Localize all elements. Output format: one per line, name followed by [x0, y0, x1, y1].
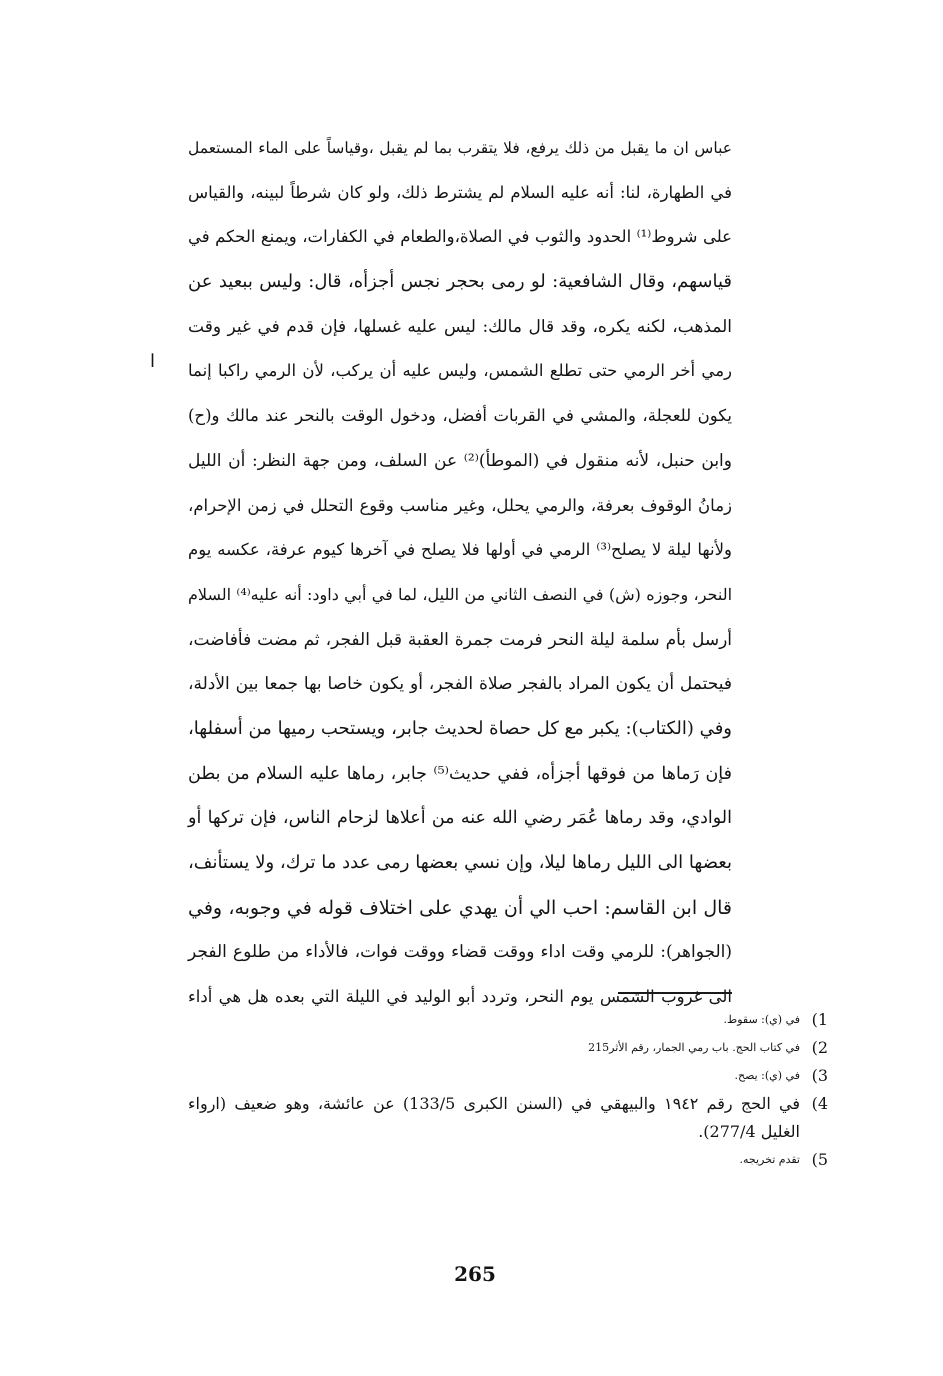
- text-line: عباس ان ما يقبل من ذلك يرفع، فلا يتقرب بما لم يقبل ،وقياساً على الماء المستعمل: [188, 139, 732, 157]
- margin-mark: ا: [150, 351, 156, 372]
- text-line: ولأنها ليلة لا يصلح⁽³⁾ الرمي في أولها فلا يصلح في آخرها كيوم عرفة، عكسه يوم: [188, 540, 732, 560]
- footnotes: [188, 1006, 828, 1174]
- text-line: بعضها الى الليل رماها ليلا، وإن نسي بعضها رمى عدد ما ترك، ولا يستأنف،: [188, 852, 732, 873]
- footnote-number: 2): [811, 1038, 828, 1057]
- footnote-number: 1): [811, 1010, 828, 1029]
- footnote: [188, 1034, 828, 1062]
- text-line: رمي أخر الرمي حتى تطلع الشمس، وليس عليه أن يركب، لأن الرمي راكبا إنما: [188, 361, 732, 381]
- text-line: النحر، وجوزه (ش) في النصف الثاني من الليل، لما في أبي داود: أنه عليه⁽⁴⁾ السلام: [188, 584, 733, 604]
- text-line: قال ابن القاسم: احب الي أن يهدي على اختلاف قوله في وجوبه، وفي: [188, 896, 732, 919]
- footnote: [188, 1090, 828, 1146]
- text-line: وابن حنبل، لأنه منقول في (الموطأ)⁽²⁾ عن السلف، ومن جهة النظر: أن الليل: [188, 450, 732, 471]
- text-line: فإن رَماها من فوقها أجزأه، ففي حديث⁽⁵⁾ جابر، رماها عليه السلام من بطن: [188, 763, 732, 784]
- footnote: [188, 1146, 828, 1174]
- text-line: فيحتمل أن يكون المراد بالفجر صلاة الفجر، أو يكون خاصا بها جمعا بين الأدلة،: [188, 674, 732, 695]
- footnote: [188, 1006, 828, 1034]
- footnote-number: 4): [811, 1094, 828, 1113]
- page-number: 265: [454, 1262, 496, 1286]
- footnote-text: تقدم تخريجه.: [739, 1153, 800, 1166]
- text-line: أرسل بأم سلمة ليلة النحر فرمت جمرة العقبة قبل الفجر، ثم مضت فأفاضت،: [188, 629, 732, 650]
- text-line: الوادي، وقد رماها عُمَر رضي الله عنه من أعلاها لزحام الناس، فإن تركها أو: [188, 808, 732, 829]
- text-line: (الجواهر): للرمي وقت اداء ووقت قضاء ووقت فوات، فالأداء من طلوع الفجر: [188, 942, 732, 963]
- text-line: قياسهم، وقال الشافعية: لو رمى بحجر نجس أجزأه، قال: وليس ببعيد عن: [188, 271, 732, 293]
- footnote-text: في كتاب الحج. باب رمي الجمار، رقم الأثر215: [588, 1041, 800, 1054]
- body-text: [188, 126, 732, 1020]
- footnote-separator: [618, 992, 732, 994]
- text-line: الى غروب الشمس يوم النحر، وتردد أبو الوليد في الليلة التي بعده هل هي أداء: [188, 987, 732, 1007]
- text-line: على شروط⁽¹⁾ الحدود والثوب في الصلاة،والطعام في الكفارات، ويمنع الحكم في: [188, 227, 733, 247]
- footnote: [188, 1062, 828, 1090]
- footnote-text: في (ي): يصح.: [734, 1069, 800, 1082]
- text-line: المذهب، لكنه يكره، وقد قال مالك: ليس عليه غسلها، فإن قدم في غير وقت: [188, 316, 732, 337]
- footnote-number: 3): [811, 1066, 828, 1085]
- footnote-number: 5): [811, 1150, 828, 1169]
- footnote-text: في الحج رقم ١٩٤٢ والبيهقي في (السنن الكبرى 133/5) عن عائشة، وهو ضعيف (ارواء الغليل 277/4).: [188, 1094, 800, 1141]
- text-line: في الطهارة، لنا: أنه عليه السلام لم يشترط ذلك، ولو كان شرطاً لبينه، والقياس: [188, 182, 732, 202]
- footnote-text: في (ي): سقوط.: [723, 1013, 800, 1026]
- text-line: وفي (الكتاب): يكبر مع كل حصاة لحديث جابر، ويستحب رميها من أسفلها،: [188, 717, 732, 739]
- text-line: يكون للعجلة، والمشي في القربات أفضل، ودخول الوقت بالنحر عند مالك و(ح): [188, 406, 732, 426]
- text-line: زمانُ الوقوف بعرفة، والرمي يحلل، وغير مناسب وقوع التحلل في زمن الإحرام،: [188, 495, 732, 515]
